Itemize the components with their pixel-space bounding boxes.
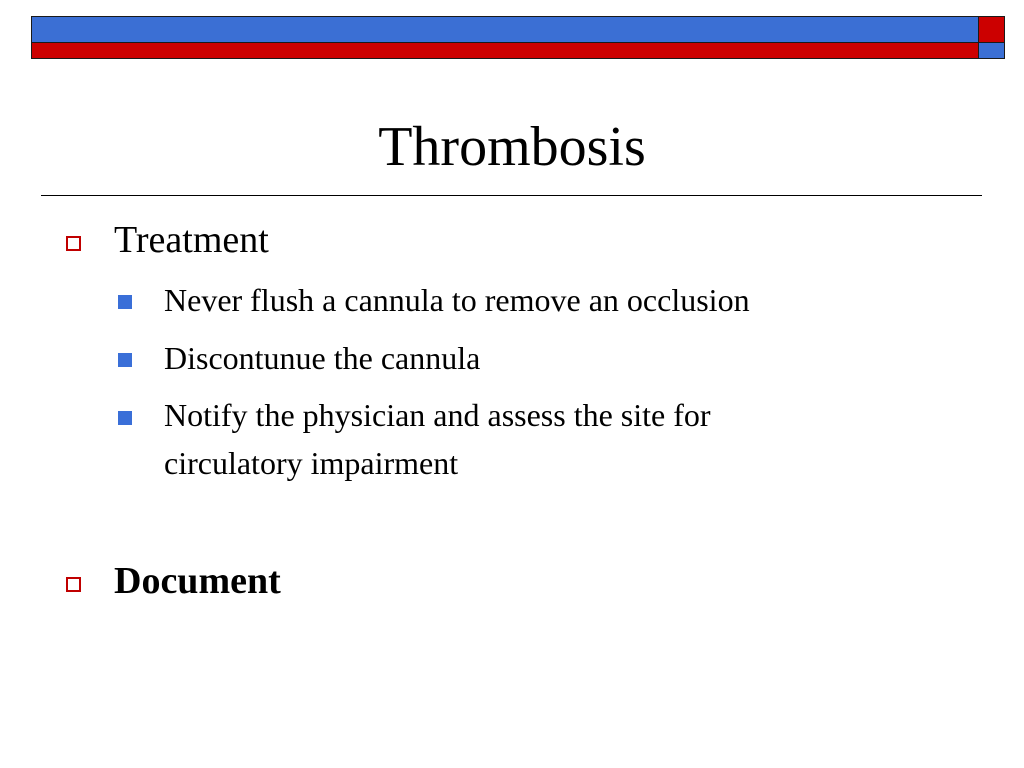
sub-bullet-notify-line1: Notify the physician and assess the site for <box>164 397 711 433</box>
filled-square-icon <box>118 295 132 309</box>
header-corner-red <box>978 16 1005 43</box>
filled-square-icon <box>118 353 132 367</box>
title-divider <box>41 195 982 196</box>
hollow-square-icon <box>66 577 81 592</box>
sub-bullet-discontinue: Discontunue the cannula <box>164 340 481 376</box>
header-bar-blue <box>31 16 979 43</box>
slide-title: Thrombosis <box>378 116 646 178</box>
header-bar-red <box>31 42 979 59</box>
sub-bullet-notify-line2: circulatory impairment <box>164 445 459 481</box>
bullet-document: Document <box>114 560 281 602</box>
filled-square-icon <box>118 411 132 425</box>
sub-bullet-never-flush: Never flush a cannula to remove an occlusion <box>164 282 750 318</box>
header-corner-blue <box>978 42 1005 59</box>
hollow-square-icon <box>66 236 81 251</box>
bullet-treatment: Treatment <box>114 219 269 261</box>
